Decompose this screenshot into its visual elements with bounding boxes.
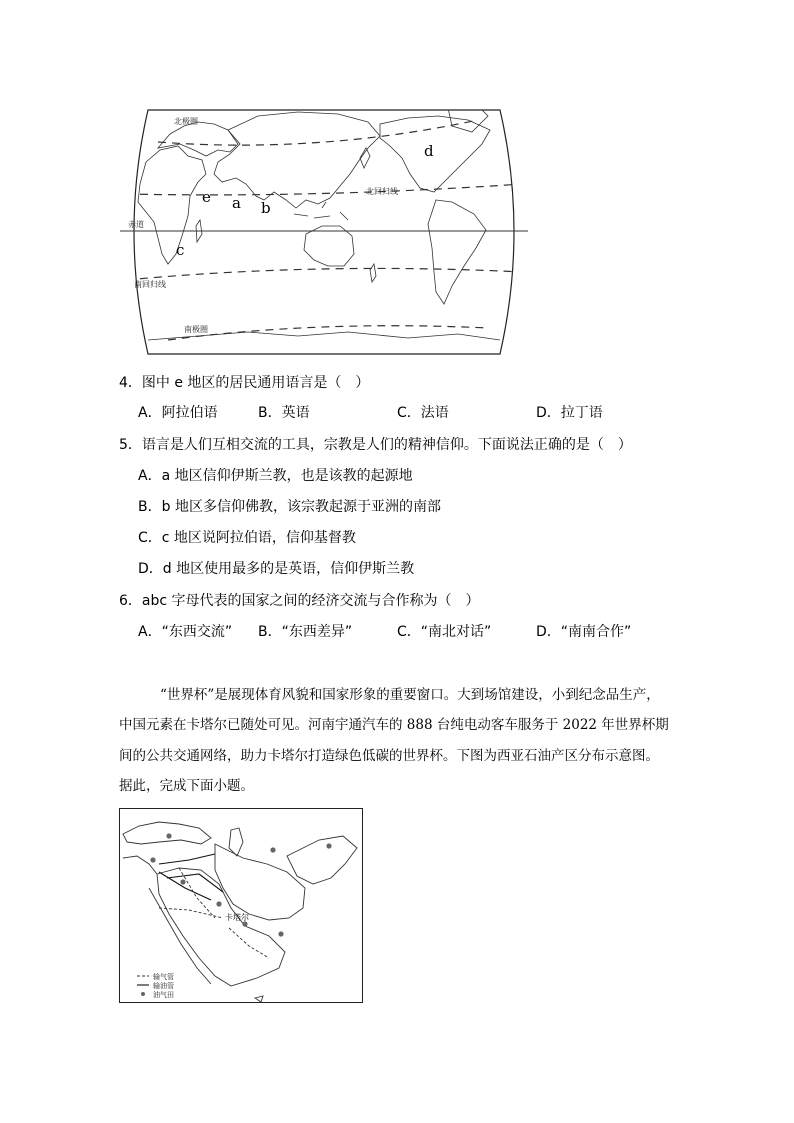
question-4-option-d[interactable]: D．拉丁语 [536,405,603,421]
question-5-stem: 5．语言是人们互相交流的工具，宗教是人们的精神信仰。下面说法正确的是（ ） [119,437,632,453]
oil-field [242,921,247,926]
passage-line-4: 据此，完成下面小题。 [119,778,254,794]
world-map [118,104,530,358]
question-4-option-a[interactable]: A．阿拉伯语 [138,405,218,421]
tropic-capricorn-label: 南回归线 [134,280,166,289]
question-6-stem: 6．abc 字母代表的国家之间的经济交流与合作称为（ ） [119,593,480,609]
question-4-option-b[interactable]: B．英语 [258,405,310,421]
tropic-cancer-label: 北回归线 [366,187,398,196]
question-5-option-d[interactable]: D．d 地区使用最多的是英语，信仰伊斯兰教 [138,561,415,577]
legend-oil-pipeline: 输油管 [153,982,174,990]
marker-a: a [232,194,241,212]
question-5-option-b[interactable]: B．b 地区多信仰佛教，该宗教起源于亚洲的南部 [138,499,441,515]
map-frame [134,110,514,354]
equator-label: 赤道 [128,220,144,229]
passage-line-2: 中国元素在卡塔尔已随处可见。河南宇通汽车的 888 台纯电动客车服务于 2022 年世界杯期 [119,717,669,733]
legend-gas-pipeline: 输气管 [153,973,174,981]
question-6-option-b[interactable]: B．“东西差异” [258,624,353,640]
question-5-option-a[interactable]: A．a 地区信仰伊斯兰教，也是该教的起源地 [138,468,413,484]
oil-field [216,901,221,906]
antarctic-circle-label: 南极圈 [184,325,208,334]
question-5-option-c[interactable]: C．c 地区说阿拉伯语，信仰基督教 [138,530,356,546]
oil-field [150,857,155,862]
question-6-option-d[interactable]: D．“南南合作” [536,624,632,640]
oil-field [166,833,171,838]
oil-field [180,879,185,884]
passage-line-3: 间的公共交通网络，助力卡塔尔打造绿色低碳的世界杯。下图为西亚石油产区分布示意图。 [119,748,659,764]
arctic-circle-label: 北极圈 [174,117,198,126]
marker-d: d [424,142,434,160]
marker-c: c [176,241,185,259]
question-6-option-a[interactable]: A．“东西交流” [138,624,233,640]
oil-field [278,931,283,936]
qatar-label: 卡塔尔 [225,913,249,922]
oil-field [326,843,331,848]
question-4-option-c[interactable]: C．法语 [397,405,449,421]
question-4-stem: 4．图中 e 地区的居民通用语言是（ ） [119,375,370,391]
oil-field [270,847,275,852]
marker-e: e [202,188,211,206]
west-asia-oil-map [119,808,364,1004]
passage-line-1: “世界杯”是展现体育风貌和国家形象的重要窗口。大到场馆建设，小到纪念品生产， [160,687,660,703]
legend-oil-gas-field: 油气田 [153,991,174,999]
marker-b: b [261,199,271,217]
map-legend [137,972,174,999]
question-6-option-c[interactable]: C．“南北对话” [397,624,492,640]
